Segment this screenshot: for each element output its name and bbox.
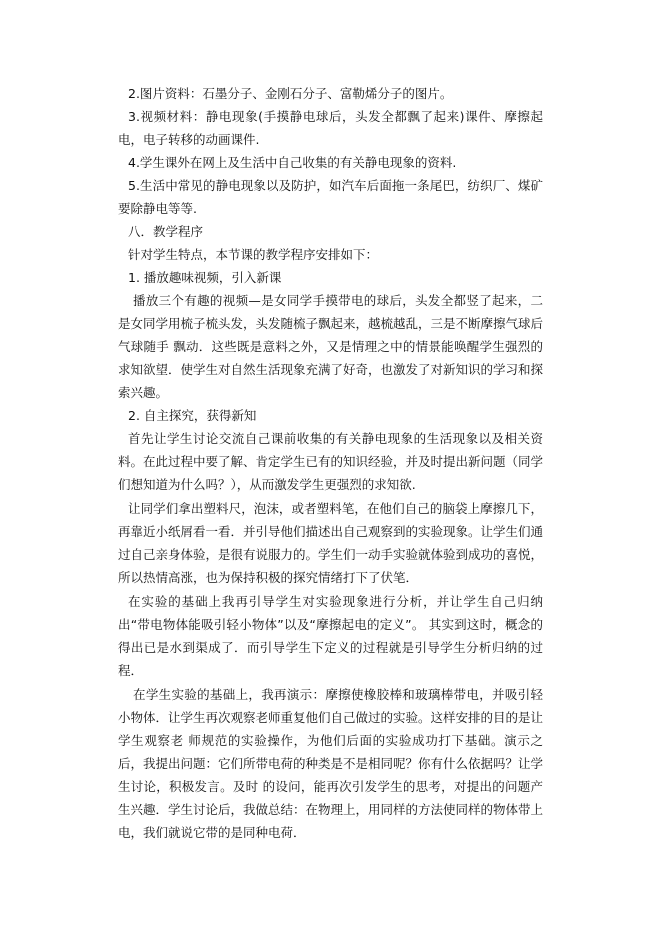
paragraph-experiment: 让同学们拿出塑料尺，泡沫，或者塑料笔，在他们自己的脑袋上摩擦几下，再靠近小纸屑看一看．并引导他们描述出自己观察到的实验现象。让学生们通过自己亲身体验，是很有说服力的。学生们一动手实验就体验到成功的喜悦，所以热情高涨，也为保持积极的探究情绪打下了伏笔． bbox=[118, 501, 544, 585]
step-heading-2: 2. 自主探究，获得新知 bbox=[128, 408, 257, 423]
paragraph-student-materials: 4.学生课外在网上及生活中自己收集的有关静电现象的资料. bbox=[128, 155, 457, 170]
section-heading-teaching-procedure: 八．教学程序 bbox=[128, 224, 204, 239]
step-heading-1: 1. 播放趣味视频，引入新课 bbox=[128, 270, 282, 285]
paragraph-procedure-intro: 针对学生特点，本节课的教学程序安排如下： bbox=[128, 247, 379, 262]
paragraph-discussion: 首先让学生讨论交流自己课前收集的有关静电现象的生活现象以及相关资料。在此过程中要了解、肯定学生已有的知识经验，并及时提出新问题（同学们想知道为什么吗？），从而激发学生更强烈的求知欲. bbox=[118, 431, 544, 492]
paragraph-demonstration: 在学生实验的基础上，我再演示：摩擦使橡胶棒和玻璃棒带电，并吸引轻小物体．让学生再次观察老师重复他们自己做过的实验。这样安排的目的是让学生观察老 师规范的实验操作，为他们后面的实验成功打下基础。演示之后，我提出问题：它们所带电荷的种类是不是相同呢？你有什么依据吗？让学生讨论，积极发言。及时 的设问，能再次引发学生的思考，对提出的问题产生兴趣．学生讨论后，我做总结：在物理上，用同样的方法使同样的物体带上电，我们就说它带的是同种电荷． bbox=[118, 687, 544, 840]
paragraph-daily-static: 5.生活中常见的静电现象以及防护，如汽车后面拖一条尾巴，纺织厂、煤矿要除静电等等. bbox=[118, 178, 543, 216]
paragraph-video-description: 播放三个有趣的视频—是女同学手摸带电的球后，头发全都竖了起来，二是女同学用梳子梳头发，头发随梳子飘起来，越梳越乱，三是不断摩擦气球后气球随手 飘动．这些既是意料之外，又是情理之中的情景能唤醒学生强烈的求知欲望．使学生对自然生活现象充满了好奇，也激发了对新知识的学习和探索兴趣。 bbox=[118, 293, 544, 400]
document-body bbox=[118, 82, 543, 844]
paragraph-image-materials: 2.图片资料：石墨分子、金刚石分子、富勒烯分子的图片。 bbox=[128, 86, 453, 101]
paragraph-analysis: 在实验的基础上我再引导学生对实验现象进行分析，并让学生自己归纳出“带电物体能吸引轻小物体”以及“摩擦起电的定义”。 其实到这时，概念的得出已是水到渠成了．而引导学生下定义的过程就是引导学生分析归纳的过程． bbox=[118, 594, 543, 678]
paragraph-video-materials: 3.视频材料：静电现象(手摸静电球后，头发全都飘了起来)课件、摩擦起电，电子转移的动画课件. bbox=[118, 109, 543, 147]
